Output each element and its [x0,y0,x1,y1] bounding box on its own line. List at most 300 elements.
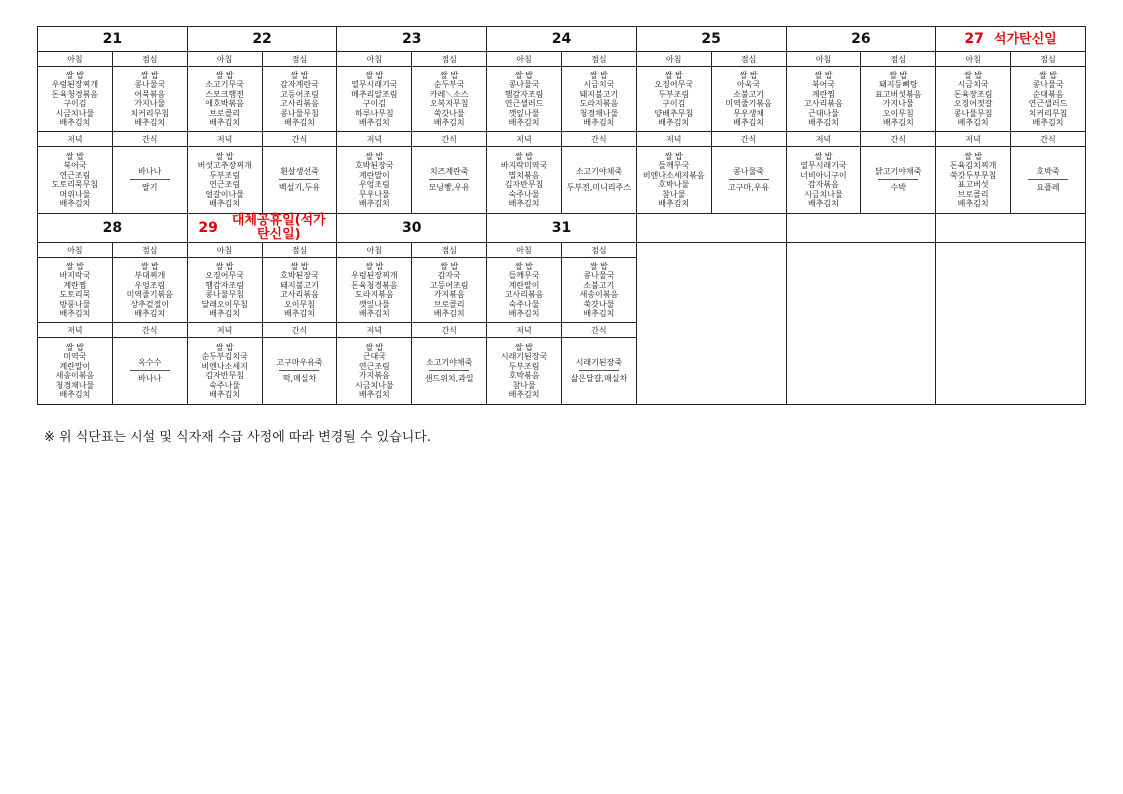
snack-divider [429,370,469,371]
menu-item: 쌀 밥 [65,261,84,271]
day-number: 28 [102,220,123,236]
snack-header: 간식 [861,132,936,147]
snack-header: 간식 [711,132,786,147]
menu-item: 우렁된장찌개 [351,271,398,280]
menu-item: 브로콜리 [209,108,241,118]
empty-day-header [786,214,936,243]
lunch-cell [412,258,487,323]
menu-item: 감자계란국 [280,80,319,89]
menu-item: 도라지볶음 [579,99,619,108]
menu-item: 소불고기 [733,89,765,99]
dinner-header: 저녁 [337,132,412,147]
dinner-cell [936,147,1011,214]
breakfast-header: 아침 [337,52,412,67]
snack-header: 간식 [1011,132,1086,147]
dinner-header: 저녁 [936,132,1011,147]
menu-item: 연근조림 [59,170,91,180]
menu-item: 배추김치 [134,309,166,318]
holiday-label: 대체공휴일(석가 탄신일) [231,213,326,242]
dinner-cell [487,338,562,405]
day-number: 31 [551,220,572,236]
breakfast-cell [38,258,113,323]
breakfast-header: 아침 [337,243,412,258]
snack-header: 간식 [412,132,487,147]
snack-cell [412,147,487,214]
menu-item: 근대나물 [807,108,839,118]
snack-item: 두부전,미니리주스 [566,183,632,192]
menu-item: 배추김치 [957,118,989,127]
menu-item: 미역국 [63,352,87,361]
menu-item: 시금치국 [957,80,989,89]
breakfast-cell [187,67,262,132]
day-header [487,27,637,52]
snack-cell [262,338,337,405]
menu-item: 브로콜리 [957,189,989,199]
snack-item: 수박 [890,183,907,192]
menu-item: 쌀 밥 [440,261,459,271]
menu-item: 깻잎나물 [358,299,390,309]
menu-item: 쌀 밥 [215,151,234,161]
menu-item: 오이무침 [284,299,315,309]
menu-item: 배추김치 [1032,118,1064,127]
menu-item: 시금치나물 [355,380,394,390]
menu-item: 배추김치 [209,199,241,208]
breakfast-cell [487,258,562,323]
menu-item: 메추리알조림 [351,89,398,99]
menu-item: 방풍나물 [59,299,91,309]
menu-item: 스모크햄전 [205,89,244,99]
menu-item: 배추김치 [59,199,91,208]
dinner-header: 저녁 [187,132,262,147]
snack-cell [561,147,636,214]
menu-item: 쌀 밥 [65,70,84,80]
menu-item: 애호박볶음 [205,99,244,108]
menu-item: 하루나무침 [355,108,394,118]
breakfast-header: 아침 [487,52,562,67]
menu-item: 배추김치 [284,309,315,318]
menu-item: 배추김치 [508,199,540,208]
menu-item: 가지볶음 [433,290,465,299]
breakfast-header: 아침 [187,52,262,67]
menu-item: 쌀 밥 [65,151,84,161]
breakfast-cell [187,258,262,323]
day-number: 27 [964,31,984,47]
meal-plan-sheet [37,26,1085,405]
menu-item: 쌀 밥 [215,342,234,352]
day-number: 22 [252,31,272,47]
menu-item: 햄감자조림 [205,280,244,290]
menu-item: 쌀 밥 [1038,70,1057,80]
day-header [936,27,1086,52]
snack-item: 백설기,두유 [278,183,321,192]
snack-item: 떡,매실차 [282,374,317,383]
menu-item: 배추김치 [358,199,390,208]
day-header [636,27,786,52]
menu-item: 배추김치 [433,309,465,318]
menu-item: 시금치나물 [55,108,95,118]
menu-item: 쌀 밥 [365,70,384,80]
menu-item: 표고버섯 [957,180,989,189]
snack-item: 콩나물죽 [733,167,765,176]
menu-item: 고등어조림 [429,280,469,290]
snack-cell [561,338,636,405]
breakfast-cell [487,67,562,132]
lunch-cell [711,67,786,132]
snack-cell [412,338,487,405]
menu-item: 계란찜 [63,280,87,290]
breakfast-header: 아침 [636,52,711,67]
menu-item: 고사리볶음 [280,290,319,299]
menu-item: 계란말이 [59,361,91,371]
menu-item: 연근조림 [209,180,241,189]
snack-divider [579,370,619,371]
menu-item: 배추김치 [358,390,390,399]
menu-item: 돈육청경볶음 [51,89,99,99]
menu-item: 우엉조림 [134,280,166,290]
day-number: 30 [402,220,422,236]
snack-divider [279,179,319,180]
menu-item: 미역줄기볶음 [725,99,772,108]
meal-plan-table [37,26,1086,405]
lunch-header: 점심 [1011,52,1086,67]
breakfast-cell [936,67,1011,132]
menu-item: 콩나물국 [508,80,540,89]
day-header [38,214,188,243]
menu-item: 배추김치 [583,309,615,318]
menu-item: 비엔나소세지 [201,361,248,371]
menu-item: 소고기무국 [205,80,244,89]
snack-divider [279,370,319,371]
menu-item: 두부조림 [209,170,241,180]
day-header [187,214,337,243]
menu-item: 구이김 [362,99,386,108]
day-number: 25 [701,31,721,47]
menu-item: 시금치나물 [804,189,843,199]
menu-item: 숙주나물 [508,189,540,199]
lunch-header: 점심 [112,243,187,258]
menu-item: 쌀 밥 [365,261,384,271]
menu-item: 쌀 밥 [365,342,384,352]
menu-item: 배추김치 [59,309,91,318]
menu-item: 쑥갓나물 [433,108,465,118]
menu-item: 배추김치 [733,118,765,127]
day-number: 26 [851,31,871,47]
menu-item: 돼지불고기 [280,280,319,290]
menu-item: 바지락미역국 [500,161,548,170]
menu-item: 돼지등뼈탕 [878,80,918,89]
breakfast-header: 아침 [487,243,562,258]
snack-divider [1028,179,1068,180]
menu-item: 깻잎나물 [508,108,540,118]
menu-item: 미역줄기볶음 [126,290,173,299]
menu-item: 두부조림 [508,361,540,371]
menu-item: 배추김치 [209,390,241,399]
menu-item: 카레＼소스 [429,89,469,99]
dinner-cell [337,338,412,405]
menu-item: 쌀 밥 [140,70,159,80]
dinner-header: 저녁 [187,323,262,338]
day-header [38,27,188,52]
lunch-header: 점심 [112,52,187,67]
dinner-cell [487,147,562,214]
menu-item: 호박된장국 [355,161,394,170]
menu-item: 구이김 [63,99,87,108]
menu-item: 쌀 밥 [814,151,833,161]
breakfast-cell [786,67,861,132]
lunch-cell [1011,67,1086,132]
dinner-cell [187,147,262,214]
snack-item: 호박죽 [1036,167,1060,176]
menu-item: 배추김치 [358,309,390,318]
lunch-cell [561,258,636,323]
menu-item: 가지나물 [882,99,914,108]
snack-cell [262,147,337,214]
dinner-cell [337,147,412,214]
menu-item: 콩나물국 [1032,80,1064,89]
snack-item: 샌드위치,과일 [424,374,474,383]
menu-item: 쌀 밥 [365,151,384,161]
menu-item: 순두부김치국 [201,352,248,361]
menu-item: 배추김치 [358,118,390,127]
snack-cell [861,147,936,214]
menu-item: 어묵볶음 [134,89,166,99]
lunch-cell [112,67,187,132]
dinner-header: 저녁 [487,132,562,147]
menu-item: 콩나물무침 [280,108,319,118]
lunch-cell [112,258,187,323]
snack-cell [711,147,786,214]
breakfast-header: 아침 [936,52,1011,67]
menu-item: 치커리무침 [1028,108,1068,118]
menu-item: 쌀 밥 [215,70,234,80]
menu-item: 오징어무국 [654,80,694,89]
menu-item: 새송이볶음 [579,290,619,299]
menu-item: 콩나물무침 [953,108,993,118]
menu-item: 버섯고추장찌개 [197,161,252,170]
menu-item: 계란말이 [358,170,390,180]
lunch-header: 점심 [561,243,636,258]
lunch-header: 점심 [262,52,337,67]
menu-item: 돼지불고기 [579,89,619,99]
menu-item: 김자반무침 [504,180,544,189]
menu-item: 근대국 [362,352,386,361]
empty-day-header [936,214,1086,243]
menu-item: 청경채나물 [55,380,95,390]
menu-item: 호박볶음 [508,371,540,380]
menu-item: 치커리무침 [130,108,170,118]
menu-item: 쌀 밥 [664,70,683,80]
menu-item: 비엔나소세지볶음 [642,170,705,180]
snack-divider [579,179,619,180]
menu-item: 쌀 밥 [515,151,534,161]
menu-item: 돈육김치찌개 [949,161,997,170]
lunch-header: 점심 [262,243,337,258]
snack-item: 요플레 [1036,183,1060,192]
menu-item: 돈육장조림 [953,89,993,99]
snack-item: 닭고기야채죽 [875,167,922,176]
menu-item: 쌀 밥 [290,70,309,80]
menu-item: 배추김치 [209,118,241,127]
menu-item: 햄감자조림 [504,89,544,99]
snack-header: 간식 [112,323,187,338]
menu-item: 쌀 밥 [65,342,84,352]
menu-item: 고사리볶음 [504,290,544,299]
dinner-cell [38,147,113,214]
snack-divider [130,179,170,180]
menu-item: 감자볶음 [807,180,839,189]
menu-item: 쌀 밥 [964,70,983,80]
menu-item: 감자국 [437,271,461,280]
snack-item: 바나나 [138,374,162,383]
menu-item: 도토리묵무침 [51,180,99,189]
menu-item: 달래오이무침 [201,299,248,309]
snack-divider [130,370,170,371]
menu-item: 배추김치 [658,199,690,208]
snack-divider [878,179,918,180]
snack-item: 딸기 [142,183,158,192]
menu-item: 김자반무침 [205,371,244,380]
menu-item: 아욱국 [736,80,761,89]
day-header [337,214,487,243]
menu-item: 오복지무침 [429,99,469,108]
menu-item: 배추김치 [583,118,615,127]
snack-header: 간식 [262,132,337,147]
day-header [786,27,936,52]
menu-item: 상추겉절이 [130,299,170,309]
menu-item: 쌀 밥 [739,70,758,80]
snack-header: 간식 [412,323,487,338]
menu-item: 쌀 밥 [814,70,833,80]
menu-item: 돈육청경볶음 [351,280,398,290]
breakfast-header: 아침 [38,52,113,67]
snack-item: 삶은달걀,매실차 [570,374,628,383]
empty-day-body [786,243,936,405]
menu-item: 쌀 밥 [664,151,683,161]
menu-item: 들깨무국 [658,161,690,170]
snack-divider [429,179,469,180]
menu-item: 계란찜 [811,89,836,99]
menu-item: 북어국 [63,161,87,170]
menu-item: 배추김치 [284,118,315,127]
menu-item: 양배추무침 [654,108,694,118]
menu-item: 열무시래기국 [351,80,398,89]
breakfast-header: 아침 [38,243,113,258]
menu-item: 배추김치 [508,309,540,318]
dinner-header: 저녁 [38,323,113,338]
menu-item: 열무시래기국 [800,161,847,170]
holiday-label: 석가탄신일 [993,32,1057,47]
menu-item: 우렁된장찌개 [51,80,99,89]
dinner-header: 저녁 [487,323,562,338]
menu-item: 오이무침 [882,108,914,118]
dinner-cell [187,338,262,405]
lunch-header: 점심 [412,52,487,67]
menu-item: 연근샐러드 [504,99,544,108]
menu-item: 가지볶음 [358,371,390,380]
breakfast-cell [337,258,412,323]
snack-header: 간식 [262,323,337,338]
menu-item: 무우생채 [733,108,765,118]
lunch-cell [262,67,337,132]
snack-item: 소고기야채죽 [575,167,623,176]
dinner-header: 저녁 [337,323,412,338]
menu-item: 소불고기 [583,280,615,290]
dinner-cell [38,338,113,405]
menu-item: 들깨무국 [508,271,540,280]
lunch-header: 점심 [861,52,936,67]
empty-day-header [636,214,786,243]
lunch-cell [561,67,636,132]
menu-item: 콩나물국 [134,80,166,89]
menu-item: 배추김치 [433,118,465,127]
menu-item: 배추김치 [59,118,91,127]
menu-item: 청경채나물 [579,108,619,118]
dinner-header: 저녁 [786,132,861,147]
menu-item: 쌀 밥 [515,261,534,271]
snack-item: 고구마우유죽 [276,358,323,367]
menu-item: 쑥갓두부무침 [949,170,997,180]
dinner-cell [636,147,711,214]
menu-item: 배추김치 [807,118,839,127]
menu-item: 쌀 밥 [290,261,309,271]
snack-divider [729,179,769,180]
menu-item: 브로콜리 [433,299,465,309]
menu-item: 바지락국 [59,271,91,280]
menu-item: 연근조림 [358,361,390,371]
menu-item: 배추김치 [508,118,540,127]
menu-item: 쌀 밥 [440,70,459,80]
menu-item: 배추김치 [957,199,989,208]
snack-item: 고구마,우유 [727,183,770,192]
day-header [187,27,337,52]
menu-item: 배추김치 [59,390,91,399]
menu-item: 쌀 밥 [589,70,608,80]
snack-cell [1011,147,1086,214]
dinner-cell [786,147,861,214]
day-number: 29 [198,220,218,236]
menu-item: 새송이볶음 [55,371,95,380]
menu-item: 배추김치 [209,309,241,318]
menu-item: 호박된장국 [280,271,319,280]
menu-item: 두부조림 [658,89,690,99]
menu-item: 고사리볶음 [804,99,843,108]
menu-item: 가지나물 [134,99,166,108]
menu-item: 북어국 [811,80,836,89]
day-number: 23 [402,31,422,47]
menu-item: 쑥갓나물 [583,299,615,309]
day-header [487,214,637,243]
breakfast-header: 아침 [786,52,861,67]
menu-item: 배추김치 [658,118,690,127]
menu-item: 오징어젓갈 [953,99,993,108]
breakfast-header: 아침 [187,243,262,258]
empty-day-body [936,243,1086,405]
menu-item: 쌀 밥 [515,342,534,352]
menu-item: 숙주나물 [209,380,241,390]
dinner-header: 저녁 [38,132,113,147]
menu-item: 시래기된장국 [500,352,548,361]
snack-header: 간식 [561,323,636,338]
lunch-cell [412,67,487,132]
menu-item: 오징어무국 [205,271,244,280]
menu-item: 숙주나물 [508,299,540,309]
day-header [337,27,487,52]
menu-item: 콩나물무침 [205,290,244,299]
snack-header: 간식 [112,132,187,147]
menu-item: 고등어조림 [280,89,319,99]
snack-item: 바나나 [138,167,162,176]
menu-item: 고사리볶음 [280,99,319,108]
